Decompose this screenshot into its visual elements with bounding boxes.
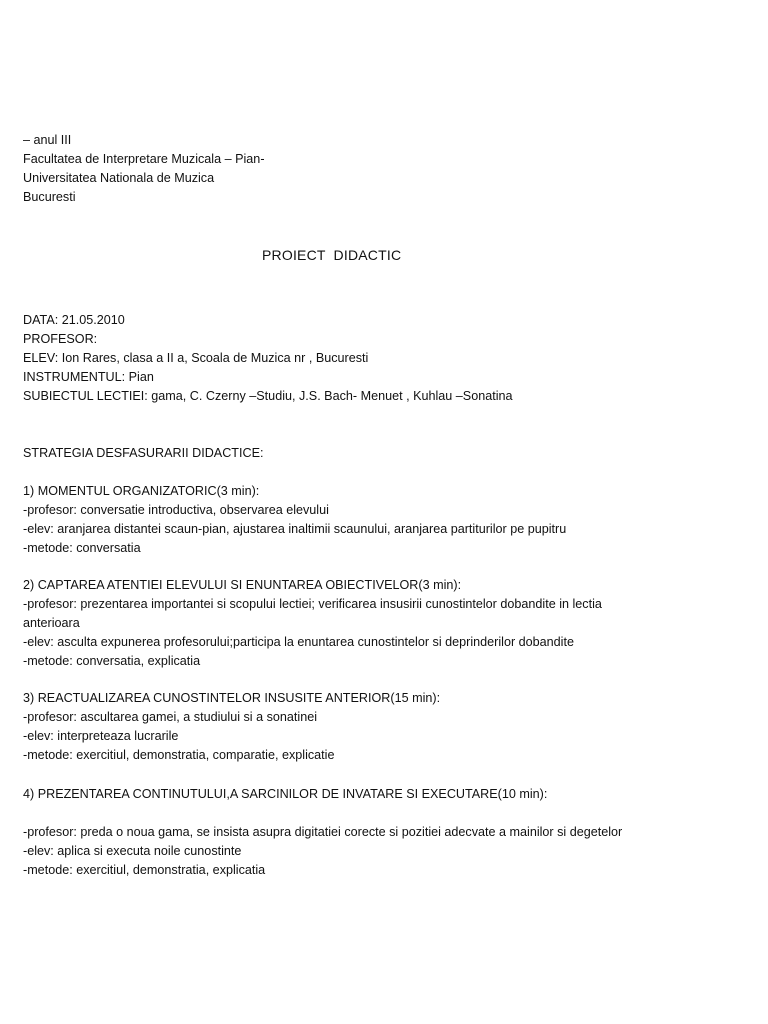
info-date: DATA: 21.05.2010 [23,313,125,327]
section-line: -metode: exercitiul, demonstratia, comparatie, explicatie [23,748,335,762]
info-teacher: PROFESOR: [23,332,98,346]
document-title: PROIECT DIDACTIC [262,247,402,263]
info-block [23,311,723,406]
section-1 [23,482,723,558]
section-line: -profesor: ascultarea gamei, a studiului si a sonatinei [23,710,318,724]
section-4 [23,785,723,880]
section-line: anterioara [23,616,80,630]
section-line: -elev: aplica si executa noile cunostinte [23,844,242,858]
info-student: ELEV: Ion Rares, clasa a II a, Scoala de Muzica nr , Bucuresti [23,351,369,365]
section-heading: 2) CAPTAREA ATENTIEI ELEVULUI SI ENUNTAREA OBIECTIVELOR(3 min): [23,578,462,592]
section-2 [23,576,723,671]
section-line: -metode: conversatia, explicatia [23,654,201,668]
section-heading: 3) REACTUALIZAREA CUNOSTINTELOR INSUSITE ANTERIOR(15 min): [23,691,441,705]
section-line: -profesor: prezentarea importantei si scopului lectiei; verificarea insusirii cunostintelor dobandite in lectia [23,597,602,611]
section-heading: 1) MOMENTUL ORGANIZATORIC(3 min): [23,484,260,498]
section-line: -elev: aranjarea distantei scaun-pian, ajustarea inaltimii scaunului, aranjarea partiturilor pe pupitru [23,522,567,536]
strategy-heading-text: STRATEGIA DESFASURARII DIDACTICE: [23,446,264,460]
header-line-university: Universitatea Nationala de Muzica [23,171,215,185]
header-line-faculty: Facultatea de Interpretare Muzicala – Pian- [23,152,265,166]
section-line: -profesor: conversatie introductiva, observarea elevului [23,503,329,517]
section-line: -metode: exercitiul, demonstratia, explicatia [23,863,266,877]
section-3 [23,689,723,765]
section-spacer [23,804,723,823]
header-block [23,131,723,207]
section-line: -elev: interpreteaza lucrarile [23,729,179,743]
section-line: -profesor: preda o noua gama, se insista asupra digitatiei corecte si pozitiei adecvate a mainilor si degetelor [23,825,623,839]
info-subject: SUBIECTUL LECTIEI: gama, C. Czerny –Studiu, J.S. Bach- Menuet , Kuhlau –Sonatina [23,389,513,403]
section-line: -metode: conversatia [23,541,141,555]
section-line: -elev: asculta expunerea profesorului;participa la enuntarea cunostintelor si deprinderilor dobandite [23,635,574,649]
section-heading: 4) PREZENTAREA CONTINUTULUI,A SARCINILOR DE INVATARE SI EXECUTARE(10 min): [23,787,548,801]
info-instrument: INSTRUMENTUL: Pian [23,370,154,384]
header-line-city: Bucuresti [23,190,76,204]
strategy-heading [23,444,723,463]
header-line-year: – anul III [23,133,72,147]
